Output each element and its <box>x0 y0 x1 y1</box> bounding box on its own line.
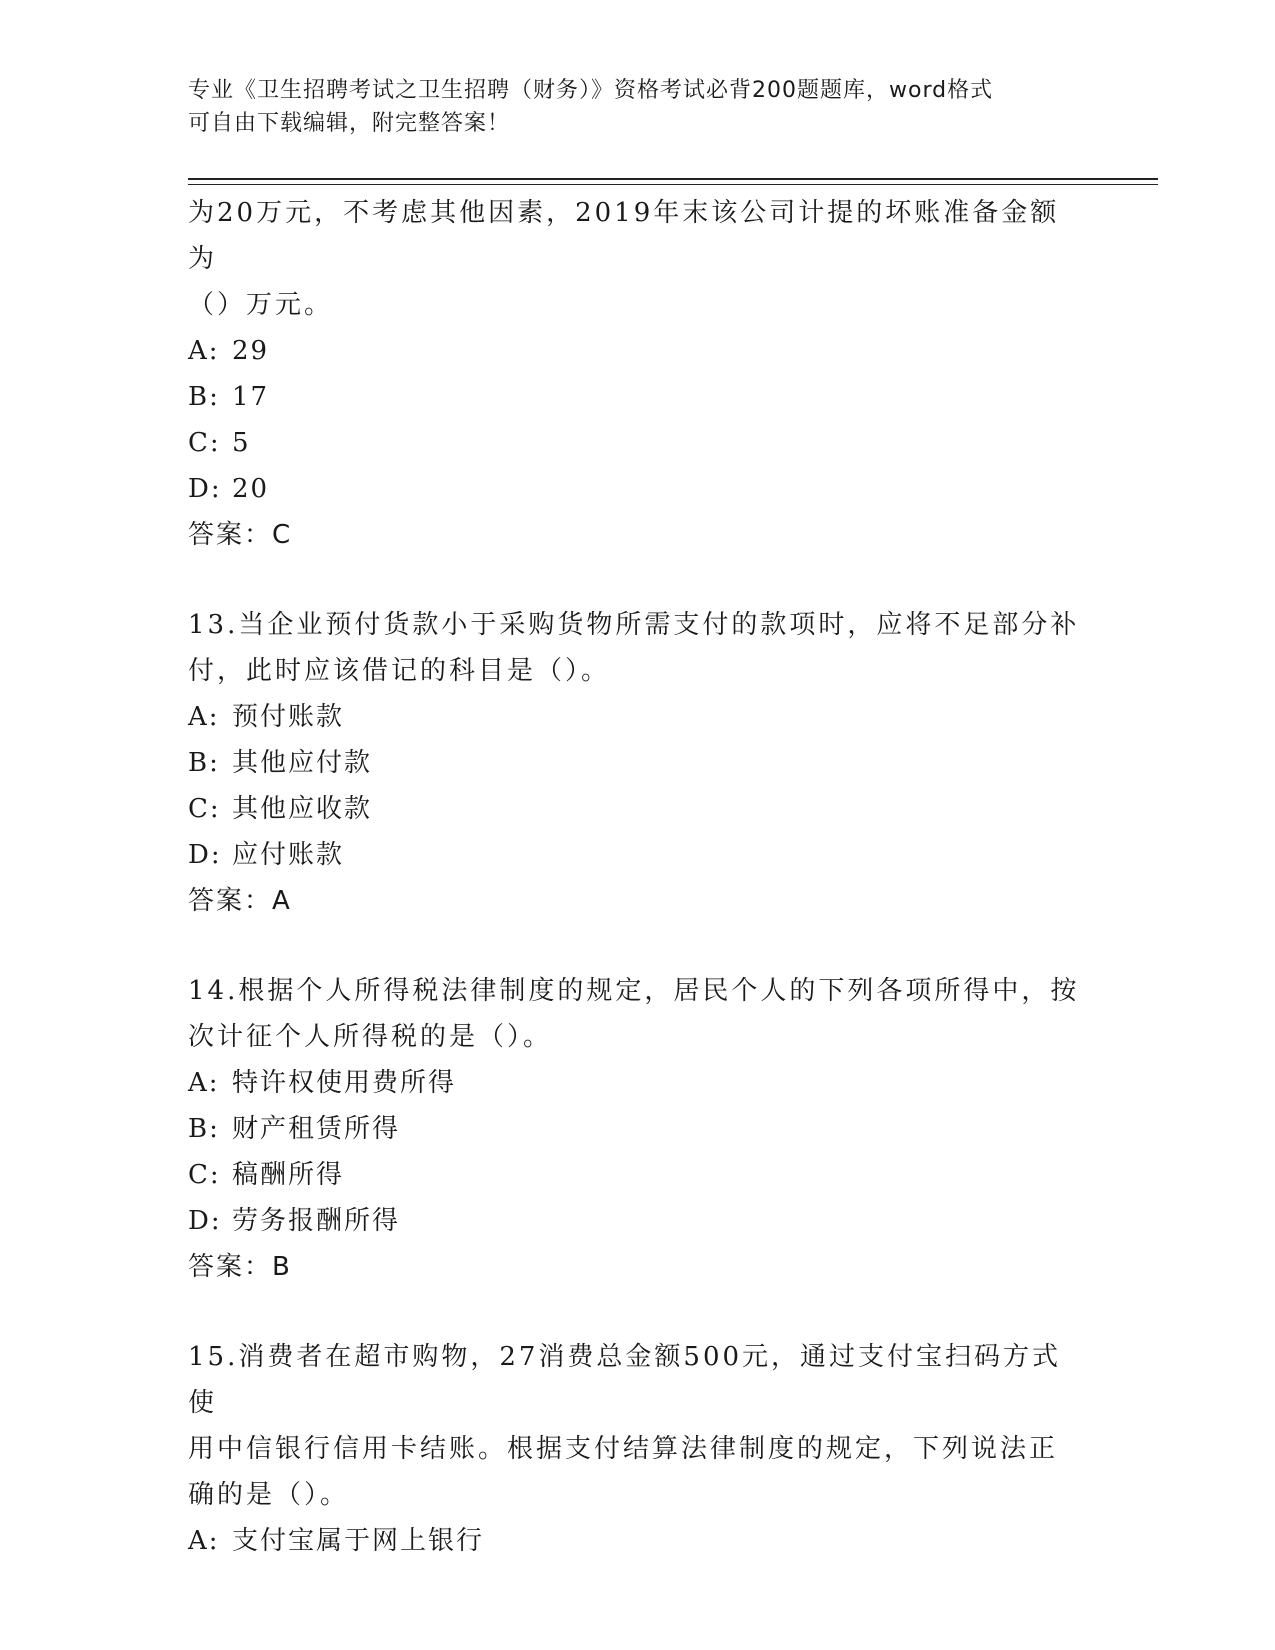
option-letter: A: <box>188 1526 220 1556</box>
option-b <box>188 374 1088 420</box>
option-d <box>188 466 1088 512</box>
option-text: 其他应收款 <box>232 794 373 824</box>
option-letter: C: <box>188 428 221 458</box>
question-stem-line: 13.当企业预付货款小于采购货物所需支付的款项时，应将不足部分补 <box>188 610 1080 640</box>
header-title-line-1: 专业《卫生招聘考试之卫生招聘（财务）》资格考试必背200题题库，word格式 <box>188 78 994 103</box>
answer-line: 答案：C <box>188 520 293 550</box>
question-stem-line: 付，此时应该借记的科目是（）。 <box>188 656 611 686</box>
option-c <box>188 1152 1088 1198</box>
option-b <box>188 740 1088 786</box>
option-text: 支付宝属于网上银行 <box>232 1526 485 1556</box>
question-12-continued <box>188 190 1088 558</box>
option-text: 5 <box>232 428 251 458</box>
question-stem-line: 用中信银行信用卡结账。根据支付结算法律制度的规定，下列说法正 <box>188 1434 1059 1464</box>
option-letter: D: <box>188 1206 222 1236</box>
question-stem-line: 次计征个人所得税的是（）。 <box>188 1022 553 1052</box>
option-text: 稿酬所得 <box>232 1160 345 1190</box>
option-a <box>188 328 1088 374</box>
option-letter: B: <box>188 1114 220 1144</box>
question-stem-line: 15.消费者在超市购物，27消费总金额500元，通过支付宝扫码方式使 <box>188 1342 1062 1418</box>
option-d <box>188 1198 1088 1244</box>
question-14 <box>188 968 1088 1290</box>
option-b <box>188 1106 1088 1152</box>
option-text: 应付账款 <box>232 840 345 870</box>
question-stem-line: （）万元。 <box>188 290 334 320</box>
option-text: 17 <box>232 382 270 412</box>
document-header <box>188 74 1078 140</box>
option-text: 29 <box>232 336 270 366</box>
option-letter: C: <box>188 794 221 824</box>
option-a <box>188 1518 1088 1564</box>
option-c <box>188 786 1088 832</box>
option-text: 预付账款 <box>232 702 345 732</box>
option-letter: D: <box>188 474 222 504</box>
question-13 <box>188 602 1088 924</box>
question-stem-line: 为20万元，不考虑其他因素，2019年末该公司计提的坏账准备金额为 <box>188 198 1060 274</box>
question-stem-line: 14.根据个人所得税法律制度的规定，居民个人的下列各项所得中，按 <box>188 976 1080 1006</box>
option-letter: B: <box>188 382 220 412</box>
option-text: 其他应付款 <box>232 748 373 778</box>
header-divider-thin <box>188 184 1158 185</box>
question-list <box>188 190 1088 1564</box>
answer-line: 答案：A <box>188 886 292 916</box>
question-stem-line: 确的是（）。 <box>188 1480 350 1510</box>
option-c <box>188 420 1088 466</box>
option-letter: D: <box>188 840 222 870</box>
question-15 <box>188 1334 1088 1564</box>
option-a <box>188 694 1088 740</box>
option-letter: B: <box>188 748 220 778</box>
option-letter: A: <box>188 336 220 366</box>
header-divider-thick <box>188 178 1158 180</box>
option-text: 财产租赁所得 <box>232 1114 401 1144</box>
answer-line: 答案：B <box>188 1252 292 1282</box>
option-letter: A: <box>188 1068 220 1098</box>
option-text: 特许权使用费所得 <box>232 1068 457 1098</box>
header-title-line-2: 可自由下载编辑，附完整答案！ <box>188 111 511 136</box>
option-letter: A: <box>188 702 220 732</box>
option-d <box>188 832 1088 878</box>
option-a <box>188 1060 1088 1106</box>
option-letter: C: <box>188 1160 221 1190</box>
option-text: 劳务报酬所得 <box>232 1206 401 1236</box>
option-text: 20 <box>232 474 270 504</box>
